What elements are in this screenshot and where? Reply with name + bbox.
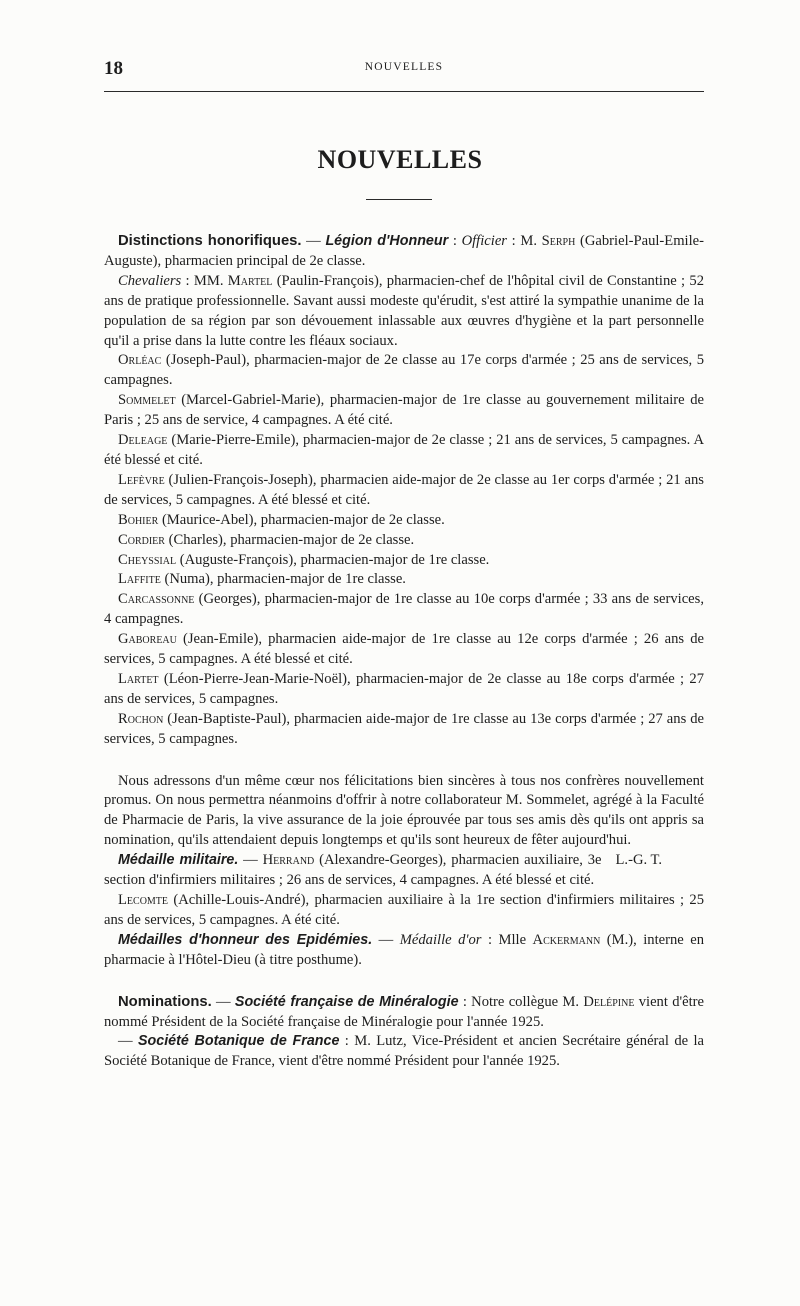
distinctions-paragraph bbox=[104, 232, 704, 272]
epidemies-detail: (M.), interne en pharmacie à l'Hôtel-Dieu (à titre posthume). bbox=[104, 931, 705, 968]
chevalier-detail: (Jean-Baptiste-Paul), pharmacien aide-major de 1re classe au 13e corps d'armée ; 27 ans de services, 5 campagnes. bbox=[104, 710, 704, 747]
chevalier-name: Gaboreau bbox=[118, 631, 177, 648]
chevalier-detail: (Léon-Pierre-Jean-Marie-Noël), pharmacien-major de 2e classe au 18e corps d'armée ; 27 ans de services, 5 campagnes. bbox=[104, 670, 704, 707]
medaille-militaire-heading: Médaille militaire. bbox=[118, 852, 239, 869]
chevaliers-intro: : MM. bbox=[181, 272, 228, 289]
dash: — bbox=[372, 931, 400, 948]
officier-name: Serph bbox=[541, 233, 576, 249]
article-body bbox=[104, 232, 704, 1072]
title-rule bbox=[366, 199, 432, 200]
mineralogie-society: Société française de Minéralogie bbox=[234, 993, 459, 1010]
botanique-detail: : M. Lutz, Vice-Président et ancien Secrétaire général de la Société Botanique de France, vient d'être nommé Président pour l'année 1925. bbox=[104, 1033, 705, 1070]
chevalier-entry bbox=[104, 570, 704, 590]
chevalier-detail: (Marie-Pierre-Emile), pharmacien-major de 2e classe ; 21 ans de services, 5 campagnes. A été blessé et cité. bbox=[104, 432, 704, 468]
distinctions-heading: Distinctions honorifiques. bbox=[118, 233, 302, 249]
medaille-name: Lecomte bbox=[118, 892, 169, 908]
signature: L.-G. T. bbox=[615, 852, 662, 869]
chevalier-detail: (Maurice-Abel), pharmacien-major de 2e classe. bbox=[158, 511, 445, 528]
chevalier-name: Cordier bbox=[118, 531, 165, 548]
page-title: NOUVELLES bbox=[317, 145, 483, 174]
chevalier-name: Rochon bbox=[118, 710, 164, 727]
dash: — bbox=[118, 1033, 138, 1050]
medaille-detail: (Achille-Louis-André), pharmacien auxiliaire à la 1re section d'infirmiers militaires ; 25 ans de services, 5 campagnes. A été cité. bbox=[104, 892, 704, 928]
nomination-text: : Notre collègue M. bbox=[458, 993, 584, 1010]
chevalier-detail: (Jean-Emile), pharmacien aide-major de 1re classe au 12e corps d'armée ; 26 ans de services, 5 campagnes. A été blessé et cité. bbox=[104, 631, 704, 668]
chevalier-entry bbox=[104, 391, 704, 431]
chevalier-name: Lefèvre bbox=[118, 471, 165, 488]
running-header bbox=[104, 58, 704, 82]
chevalier-name: Bohier bbox=[118, 511, 159, 528]
epidemies-paragraph bbox=[104, 931, 704, 971]
officier-text: : M. bbox=[506, 233, 542, 249]
chevalier-detail: (Charles), pharmacien-major de 2e classe. bbox=[164, 531, 415, 548]
epidemies-heading: Médailles d'honneur des Epidémies. bbox=[118, 931, 373, 948]
chevalier-name: Sommelet bbox=[118, 392, 176, 409]
officier-detail: (Gabriel-Paul-Emile-Auguste), pharmacien principal de 2e classe. bbox=[104, 233, 705, 269]
chevalier-name: Laffite bbox=[118, 571, 161, 588]
chevalier-name: Orléac bbox=[118, 352, 162, 369]
chevalier-entry bbox=[104, 551, 704, 571]
medaille-name: Herrand bbox=[262, 852, 315, 869]
chevalier-detail: (Auguste-François), pharmacien-major de 1re classe. bbox=[176, 551, 490, 568]
chevalier-entry bbox=[104, 272, 704, 352]
nominations-heading: Nominations. bbox=[118, 993, 212, 1010]
dash: — bbox=[238, 852, 263, 869]
dash: — bbox=[211, 993, 235, 1010]
legion-honneur-heading: Légion d'Honneur bbox=[325, 233, 449, 249]
chevalier-detail: (Julien-François-Joseph), pharmacien aide-major de 2e classe au 1er corps d'armée ; 21 ans de services, 5 campagnes. A été blessé et cité. bbox=[104, 471, 704, 508]
chevalier-entry bbox=[104, 431, 704, 471]
medaille-detail: (Alexandre-Georges), pharmacien auxiliaire, 3e section d'infirmiers militaires ; 26 ans de services, 4 campagnes. A été blessé et cité. bbox=[104, 852, 602, 889]
botanique-society: Société Botanique de France bbox=[137, 1033, 340, 1050]
chevalier-detail: (Marcel-Gabriel-Marie), pharmacien-major de 1re classe au gouvernement militaire de Paris ; 25 ans de service, 4 campagnes. A été cité. bbox=[104, 392, 704, 429]
dash: — bbox=[301, 233, 326, 249]
chevalier-name: Martel bbox=[227, 272, 273, 289]
chevalier-detail: (Paulin-François), pharmacien-chef de l'hôpital civil de Constantine ; 52 ans de pratique professionnelle. Savant aussi modeste qu'érudit, s'est attiré la sympathie unanime de la population de sa région par son dévouement inlassable aux œuvres d'hygiène et la part personnelle qu'il a prise dans la lutte contre les fléaux sociaux. bbox=[104, 272, 704, 349]
chevaliers-label: Chevaliers bbox=[118, 272, 182, 289]
felicitations-text: Nous adressons d'un même cœur nos félicitations bien sincères à tous nos confrères nouvellement promus. On nous permettra néanmoins d'offrir à notre collaborateur M. Sommelet, agrégé à la Faculté de Pharmacie de Paris, la vive assurance de la joie éprouvée par tous ses amis dès qu'ils ont appris sa nomination, qu'ils attendaient depuis longtemps et qu'ils sont heureux de fêter aujourd'hui. bbox=[104, 772, 704, 849]
nomination-name: Delépine bbox=[583, 993, 635, 1010]
chevalier-entry bbox=[104, 630, 704, 670]
chevalier-entry bbox=[104, 710, 704, 750]
nomination-detail: vient d'être nommé Président de la Société française de Minéralogie pour l'année 1925. bbox=[104, 993, 704, 1030]
chevalier-name: Carcassonne bbox=[118, 591, 195, 608]
running-title: NOUVELLES bbox=[364, 61, 444, 73]
chevalier-name: Cheyssial bbox=[118, 551, 177, 568]
medaille-or-label: Médaille d'or bbox=[399, 931, 482, 948]
colon: : bbox=[448, 233, 462, 249]
medaille-entry bbox=[104, 891, 704, 931]
page-number: 18 bbox=[104, 58, 123, 79]
nominations-paragraph bbox=[104, 993, 704, 1033]
chevalier-entry bbox=[104, 511, 704, 531]
chevalier-entry bbox=[104, 670, 704, 710]
chevalier-entry bbox=[104, 471, 704, 511]
epidemies-name: Ackermann bbox=[532, 931, 601, 948]
chevalier-detail: (Georges), pharmacien-major de 1re classe au 10e corps d'armée ; 33 ans de services, 4 campagnes. bbox=[104, 591, 704, 628]
officier-label: Officier bbox=[461, 233, 507, 249]
header-rule bbox=[104, 91, 704, 92]
chevalier-entry bbox=[104, 590, 704, 630]
chevalier-detail: (Numa), pharmacien-major de 1re classe. bbox=[160, 571, 406, 588]
chevalier-entry bbox=[104, 531, 704, 551]
chevalier-detail: (Joseph-Paul), pharmacien-major de 2e classe au 17e corps d'armée ; 25 ans de services, 5 campagnes. bbox=[104, 352, 704, 389]
botanique-paragraph bbox=[104, 1032, 704, 1072]
chevalier-name: Deleage bbox=[118, 432, 168, 449]
epidemies-text: : Mlle bbox=[481, 931, 533, 948]
chevalier-name: Lartet bbox=[118, 670, 159, 687]
chevalier-entry bbox=[104, 351, 704, 391]
